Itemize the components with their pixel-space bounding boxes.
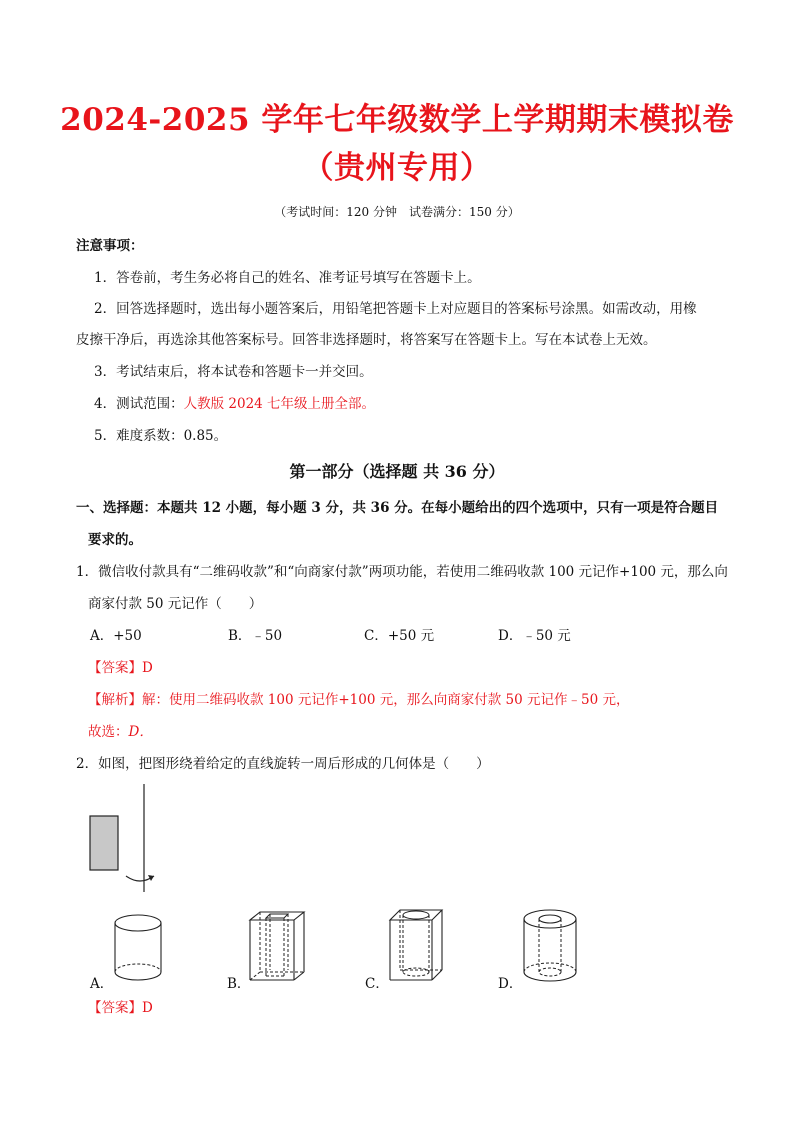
q2-option-a-label: A． <box>90 976 114 992</box>
q1-option-a: A．+50 <box>90 628 142 644</box>
q1-analysis-line2 <box>88 722 153 742</box>
q1-answer: 【答案】D <box>88 660 153 676</box>
rotation-figure <box>80 782 180 894</box>
q1-option-b: B．﹣50 <box>228 628 283 644</box>
q1-stem-line1: 1．微信收付款具有“二维码收款”和“向商家付款”两项功能，若使用二维码收款 100 元记作+100 元，那么向 <box>76 564 728 580</box>
notice-item-5: 5．难度系数：0.85。 <box>94 428 228 444</box>
notice-item-4-scope: 人教版 2024 七年级上册全部。 <box>183 396 376 412</box>
option-d-hollow-cylinder-icon <box>518 906 582 986</box>
q2-answer: 【答案】D <box>88 1000 153 1016</box>
option-c-prism-icon <box>384 906 450 988</box>
q2-option-b-label: B． <box>227 976 251 992</box>
q2-option-d-label: D． <box>498 976 523 992</box>
notice-item-4 <box>94 394 375 414</box>
q1-option-d: D．﹣50 元 <box>498 628 571 644</box>
q1-analysis-line1: 【解析】解：使用二维码收款 100 元记作+100 元，那么向商家付款 50 元记作﹣50 元， <box>88 692 630 708</box>
notice-item-2-line1: 2．回答选择题时，选出每小题答案后，用铅笔把答题卡上对应题目的答案标号涂黑。如需改动，用橡 <box>94 301 697 317</box>
q1-stem-line2: 商家付款 50 元记作（ ） <box>88 596 263 612</box>
notice-item-2-line2: 皮擦干净后，再选涂其他答案标号。回答非选择题时，将答案写在答题卡上。写在本试卷上无效。 <box>76 332 657 348</box>
exam-info: （考试时间：120 分钟 试卷满分：150 分） <box>274 205 520 219</box>
page-subtitle: （贵州专用） <box>302 150 492 186</box>
part1-instruction-line1: 一、选择题：本题共 12 小题，每小题 3 分，共 36 分。在每小题给出的四个选项中，只有一项是符合题目 <box>76 500 719 516</box>
q2-stem: 2．如图，把图形绕着给定的直线旋转一周后形成的几何体是（ ） <box>76 756 490 772</box>
option-b-prism-icon <box>244 908 310 988</box>
q1-analysis-prefix: 故选： <box>88 724 129 740</box>
q1-option-c: C．+50 元 <box>364 628 435 644</box>
notice-heading: 注意事项： <box>76 238 144 254</box>
part1-title: 第一部分（选择题 共 36 分） <box>289 462 505 481</box>
notice-item-3: 3．考试结束后，将本试卷和答题卡一并交回。 <box>94 364 373 380</box>
option-a-cylinder-icon <box>106 912 170 986</box>
notice-item-1: 1．答卷前，考生务必将自己的姓名、准考证号填写在答题卡上。 <box>94 270 481 286</box>
page-title: 2024-2025 学年七年级数学上学期期末模拟卷 <box>60 102 734 138</box>
q1-analysis-choice: D． <box>128 724 153 740</box>
rotation-arrow-head <box>148 875 154 881</box>
q2-option-c-label: C． <box>365 976 389 992</box>
part1-instruction-line2: 要求的。 <box>88 532 142 548</box>
shaded-rectangle <box>90 816 118 870</box>
notice-item-4-prefix: 4．测试范围： <box>94 396 184 412</box>
